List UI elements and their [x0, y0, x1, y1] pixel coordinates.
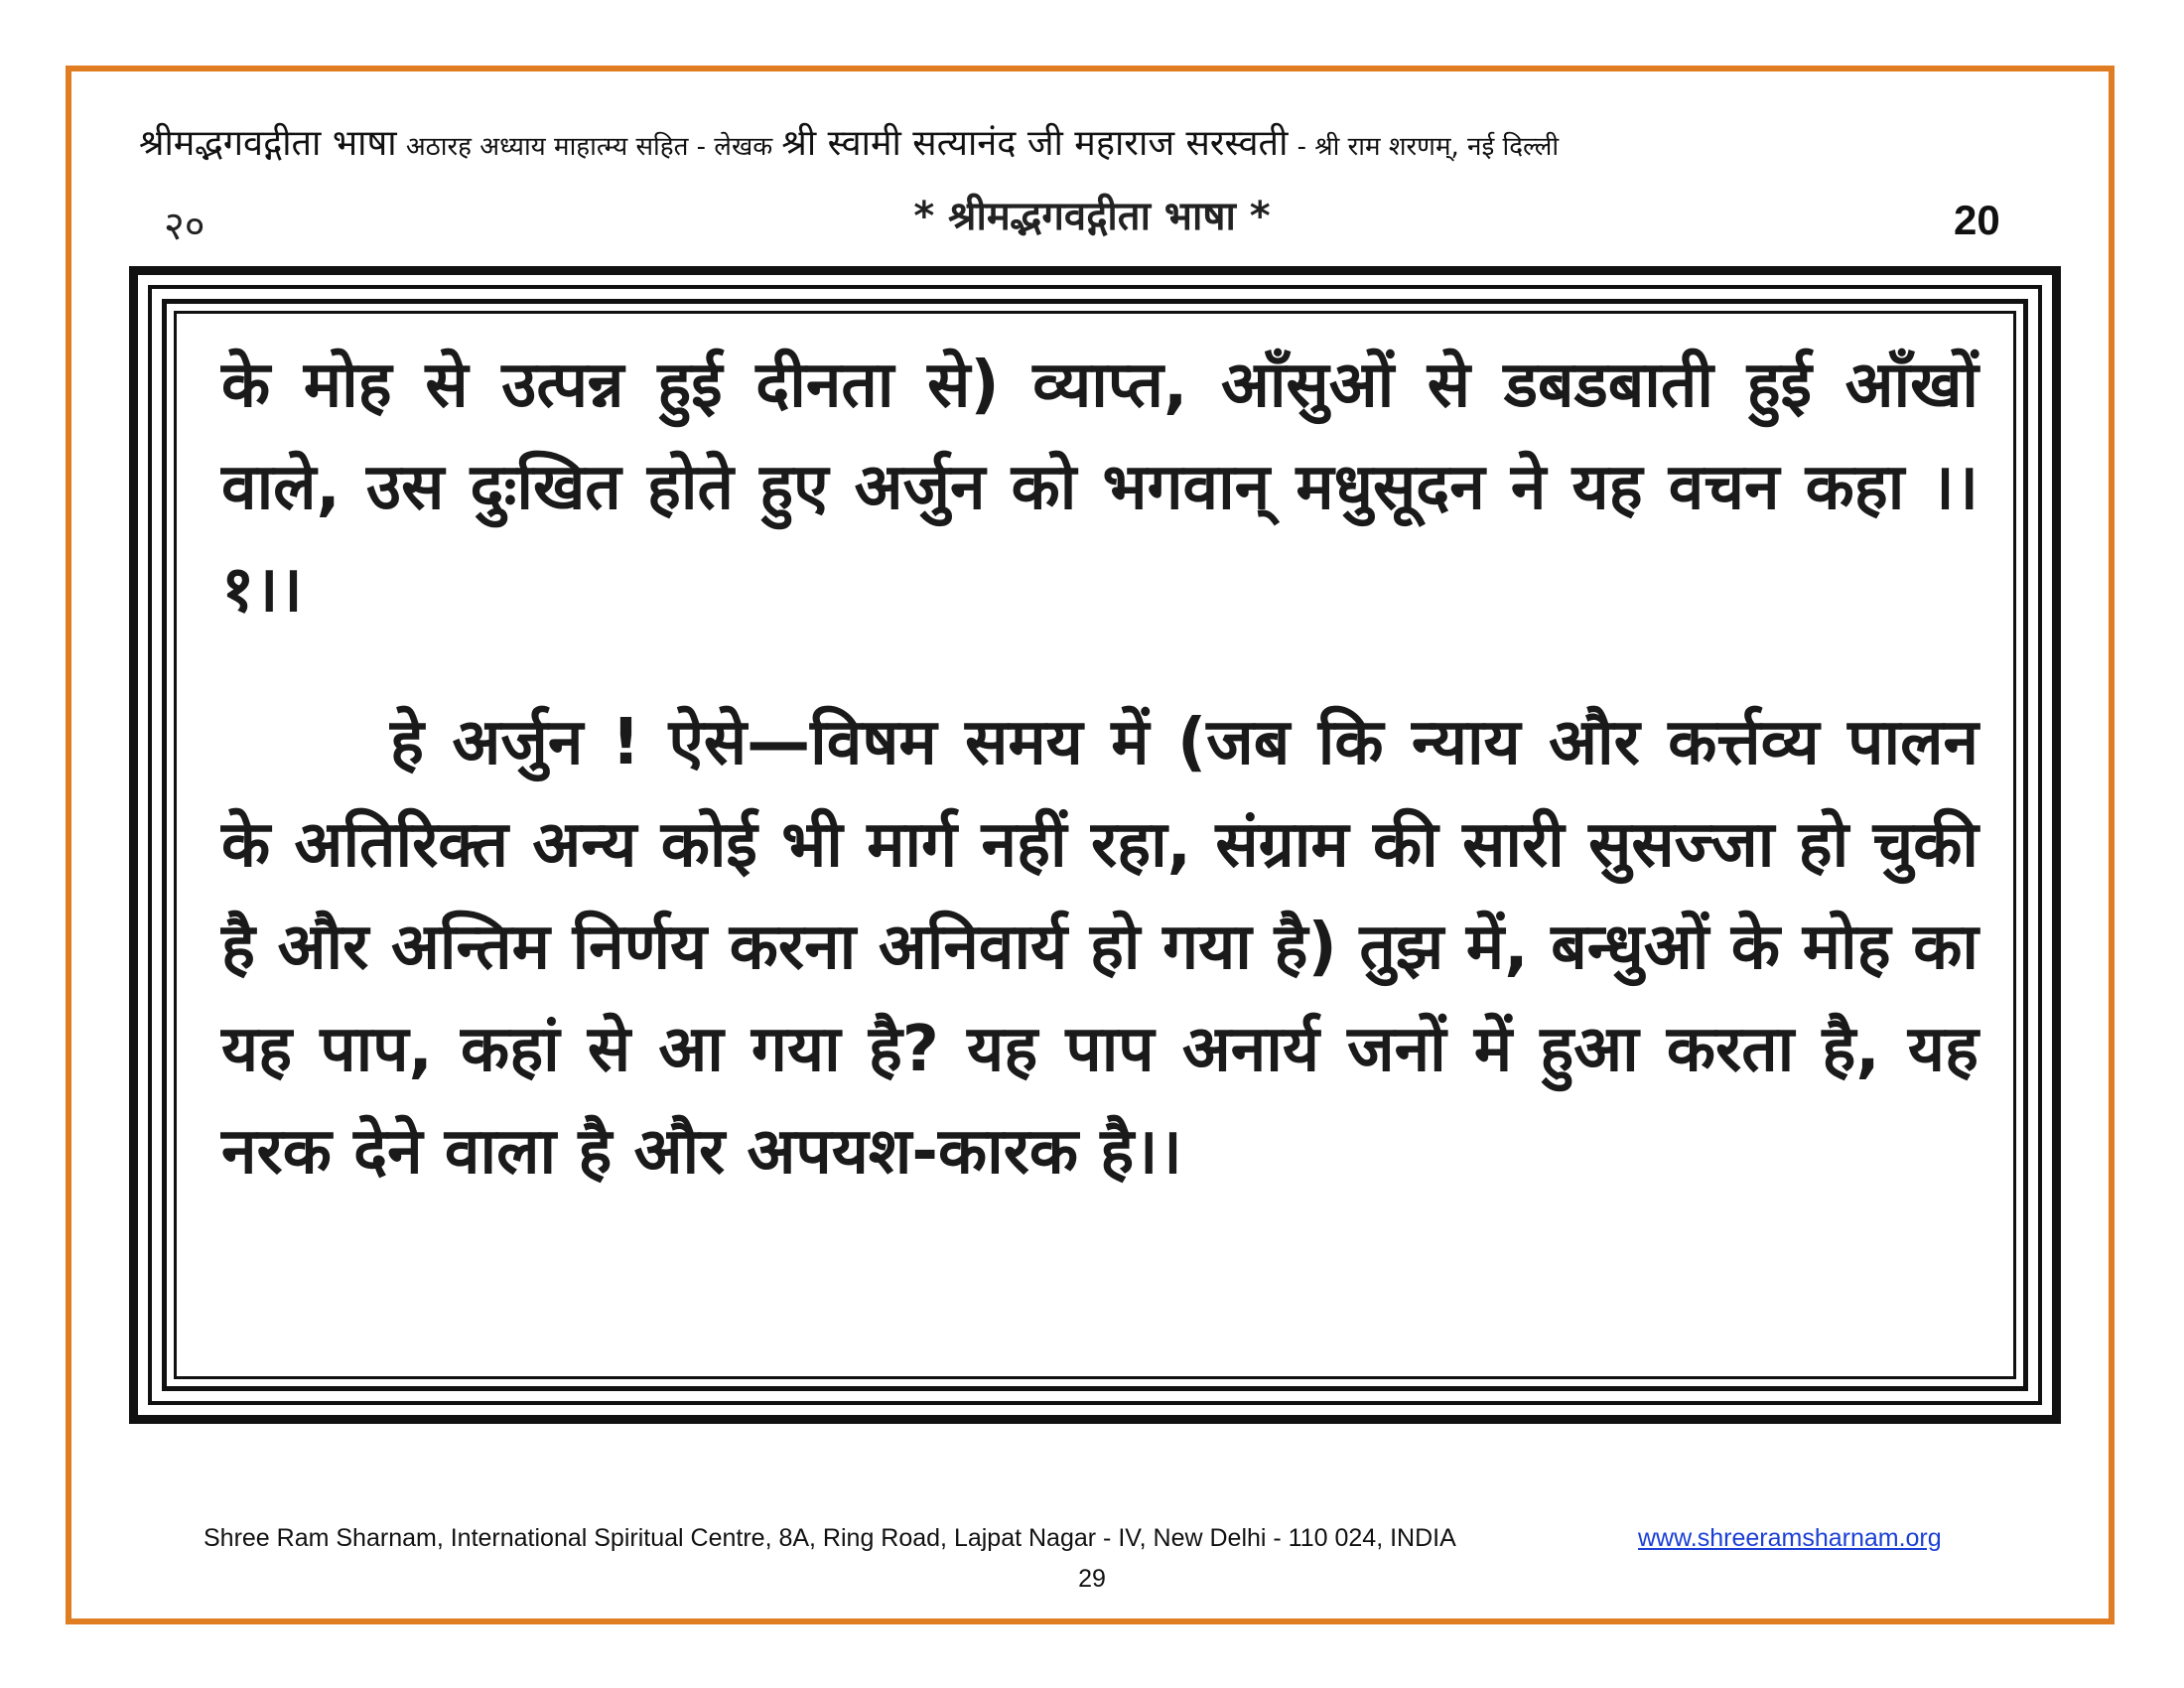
book-author: श्री स्वामी सत्यानंद जी महाराज सरस्वती — [781, 123, 1289, 164]
verse-paragraph-2: हे अर्जुन ! ऐसे—विषम समय में (जब कि न्याय और कर्त्तव्य पालन के अतिरिक्त अन्य कोई भी मार्ग नहीं रहा, संग्राम की सारी सुसज्जा हो चुकी है और अन्तिम निर्णय करना अनिवार्य हो गया है) तुझ में, बन्धुओं के मोह का यह पाप, कहां से आ गया है? यह पाप अनार्य जनों में हुआ करता है, यह नरक देने वाला है और अपयश-कारक है।। — [221, 706, 1979, 1189]
page-number-devanagari: २० — [164, 204, 205, 249]
book-title: श्रीमद्भगवद्गीता भाषा — [139, 123, 397, 164]
book-publisher: - श्री राम शरणम्, नई दिल्ली — [1297, 132, 1560, 162]
book-header — [139, 117, 2055, 166]
footer-address: Shree Ram Sharnam, International Spiritual Centre, 8A, Ring Road, Lajpat Nagar - IV, New Delhi - 110 024, INDIA — [204, 1524, 1456, 1552]
footer-page-number: 29 — [1078, 1565, 1106, 1593]
verse-paragraph-1: के मोह से उत्पन्न हुई दीनता से) व्याप्त, आँसुओं से डबडबाती हुई आँखों वाले, उस दुःखित होते हुए अर्जुन को भगवान् मधुसूदन ने यह वचन कहा ।।१।। — [221, 349, 1979, 627]
scripture-text-box — [129, 266, 2061, 1424]
running-title: * श्रीमद्भगवद्गीता भाषा * — [913, 194, 1271, 239]
page-number-arabic: 20 — [1954, 197, 2000, 243]
website-link[interactable]: www.shreeramsharnam.org — [1638, 1524, 1942, 1552]
book-subtitle: अठारह अध्याय माहात्म्य सहित - लेखक — [405, 132, 773, 162]
